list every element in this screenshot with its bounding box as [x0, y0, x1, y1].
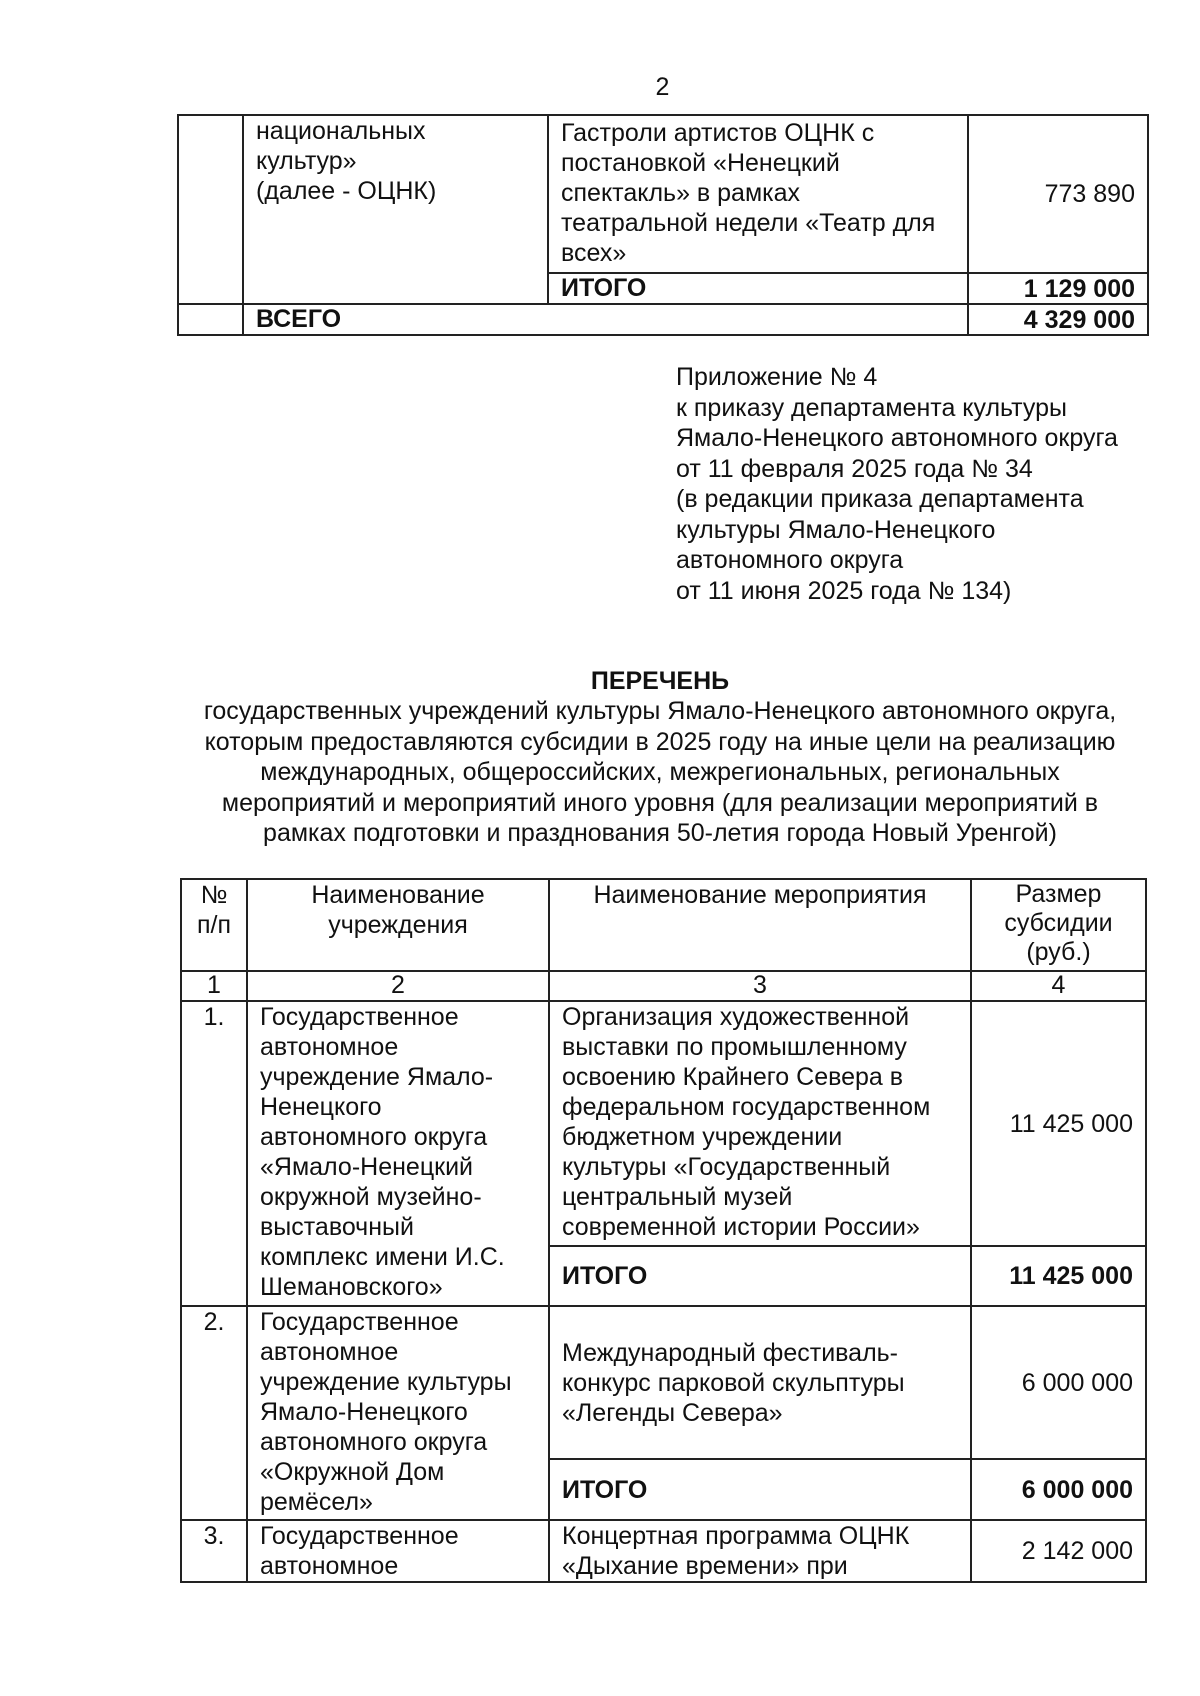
org-cell: национальных культур» (далее - ОЦНК)	[243, 115, 548, 304]
table-row	[181, 1520, 1146, 1582]
header-org: Наименование учреждения	[247, 879, 549, 971]
row-number: 1.	[181, 1001, 247, 1306]
total-amount: 6 000 000	[971, 1459, 1146, 1520]
org-cell: Государственное автономное	[247, 1520, 549, 1582]
org-cell: Государственное автономное учреждение Ямало- Ненецкого автономного округа «Ямало-Ненецкий окружной музейно- выставочный комплекс имени И.С. Шемановского»	[247, 1001, 549, 1306]
document-heading: ПЕРЕЧЕНЬ государственных учреждений культуры Ямало-Ненецкого автономного округа, которым предоставляются субсидии в 2025 году на иные цели на реализацию международных, общероссийских, межрегиональных, региональных мероприятий и мероприятий иного уровня (для реализации мероприятий в рамках подготовки и празднования 50-летия города Новый Уренгой)	[160, 666, 1160, 849]
row-number: 2.	[181, 1306, 247, 1520]
table-row	[178, 115, 1148, 273]
amount-cell: 6 000 000	[971, 1306, 1146, 1459]
total-label: ИТОГО	[548, 273, 968, 304]
event-cell: Концертная программа ОЦНК «Дыхание времени» при	[549, 1520, 971, 1582]
total-label: ИТОГО	[549, 1246, 971, 1306]
event-cell: Гастроли артистов ОЦНК с постановкой «Ненецкий спектакль» в рамках театральной недели «Театр для всех»	[548, 115, 968, 273]
header-row	[181, 879, 1146, 971]
table-row	[181, 1306, 1146, 1459]
grand-total-label: ВСЕГО	[243, 304, 968, 335]
previous-table-continuation	[177, 114, 1149, 336]
amount-cell: 2 142 000	[971, 1520, 1146, 1582]
institutions-table	[180, 878, 1147, 1583]
grand-total-amount: 4 329 000	[968, 304, 1148, 335]
num-cell	[178, 304, 243, 335]
total-label: ИТОГО	[549, 1459, 971, 1520]
total-amount: 11 425 000	[971, 1246, 1146, 1306]
event-cell: Организация художественной выставки по промышленному освоению Крайнего Севера в федеральном государственном бюджетном учреждении культуры «Государственный центральный музей современной истории России»	[549, 1001, 971, 1246]
appendix-note: Приложение № 4 к приказу департамента культуры Ямало-Ненецкого автономного округа от 11 февраля 2025 года № 34 (в редакции приказа департамента культуры Ямало-Ненецкого автономного округа от 11 июня 2025 года № 134)	[676, 363, 1118, 605]
event-cell: Международный фестиваль- конкурс парковой скульптуры «Легенды Севера»	[549, 1306, 971, 1459]
row-number: 3.	[181, 1520, 247, 1582]
org-cell: Государственное автономное учреждение культуры Ямало-Ненецкого автономного округа «Окружной Дом ремёсел»	[247, 1306, 549, 1520]
num-cell	[178, 115, 243, 304]
header-amount: Размер субсидии (руб.)	[971, 879, 1146, 971]
header-num: № п/п	[181, 879, 247, 971]
amount-cell: 11 425 000	[971, 1001, 1146, 1246]
grand-total-row	[178, 304, 1148, 335]
table-row	[181, 1001, 1146, 1246]
header-event: Наименование мероприятия	[549, 879, 971, 971]
heading-title: ПЕРЕЧЕНЬ	[590, 667, 730, 695]
column-numbers-row: 1 2 3 4	[181, 971, 1146, 1001]
page-number: 2	[655, 73, 670, 101]
total-amount: 1 129 000	[968, 273, 1148, 304]
amount-cell: 773 890	[968, 115, 1148, 273]
